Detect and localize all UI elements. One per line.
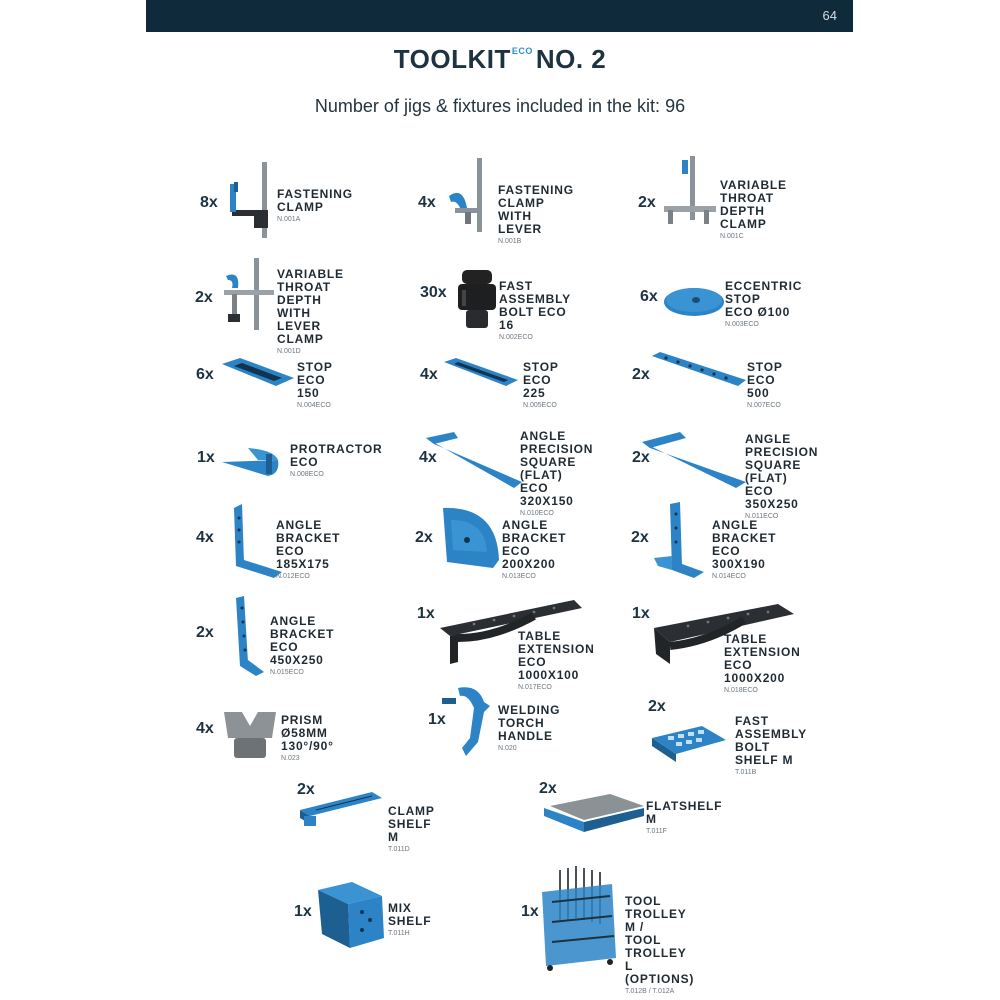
item-name-line: CLAMP xyxy=(277,332,324,346)
variable-clamp-icon xyxy=(660,154,720,234)
torch-handle-icon xyxy=(438,682,498,762)
item-name-line: 500 xyxy=(747,386,770,400)
bolt-icon xyxy=(452,266,502,336)
item-name-line: ANGLE BRACKET xyxy=(276,518,341,545)
protractor-icon xyxy=(218,440,288,480)
item-name-line: FAST ASSEMBLY xyxy=(735,714,807,741)
item-code: N.015ECO xyxy=(270,669,304,676)
item-name xyxy=(277,188,353,224)
item-name xyxy=(499,280,571,342)
item-code: N.001D xyxy=(277,348,301,355)
item-name-line: VARIABLE xyxy=(277,267,344,281)
item-name-line: 225 xyxy=(523,386,546,400)
angle-square-icon xyxy=(424,430,524,490)
eccentric-stop-icon xyxy=(662,282,726,322)
item-name-line: HANDLE xyxy=(498,729,553,743)
item-name-line: VARIABLE xyxy=(720,178,787,192)
item-name-line: PROTRACTOR xyxy=(290,442,383,456)
item-name xyxy=(725,280,802,329)
item-name-line: ECO 450X250 xyxy=(270,640,324,667)
item-name-line: 130°/90° xyxy=(281,739,334,753)
title-superscript: ECO xyxy=(511,46,533,56)
item-name xyxy=(276,519,340,581)
page-number: 64 xyxy=(822,8,837,23)
item-name-line: ECCENTRIC STOP xyxy=(725,279,803,306)
item-name-line: ECO 1000X200 xyxy=(724,658,786,685)
item-code: N.001B xyxy=(498,238,522,245)
item-name-line: ANGLE BRACKET xyxy=(270,614,335,641)
item-code: N.011ECO xyxy=(745,513,779,520)
page-title xyxy=(0,44,1000,75)
item-code: N.010ECO xyxy=(520,510,554,517)
item-quantity: 1x xyxy=(632,605,650,622)
kit-count-subtitle: Number of jigs & fixtures included in the kit: 96 xyxy=(314,96,686,116)
item-name-line: PRISM Ø58MM xyxy=(281,713,328,740)
item-name-line: WITH LEVER xyxy=(498,209,543,236)
item-name-line: ECO 350X250 xyxy=(745,484,799,511)
item-quantity: 2x xyxy=(632,449,650,466)
item-name xyxy=(502,519,566,581)
item-name xyxy=(518,630,595,692)
item-name xyxy=(388,902,431,938)
item-name-line: SQUARE (FLAT) xyxy=(745,458,802,485)
item-name-line: THROAT DEPTH xyxy=(277,280,331,307)
item-quantity: 2x xyxy=(196,624,214,641)
angle-square-large-icon xyxy=(640,430,750,490)
item-quantity: 2x xyxy=(631,529,649,546)
item-quantity: 4x xyxy=(196,720,214,737)
item-name-line: TOOL TROLLEY M / xyxy=(625,894,687,934)
item-name-line: CLAMP xyxy=(498,196,545,210)
item-name xyxy=(745,433,818,521)
lever-clamp-icon xyxy=(443,156,503,236)
item-code: N.013ECO xyxy=(502,573,536,580)
item-name-line: ECO 300X190 xyxy=(712,544,766,571)
item-quantity: 1x xyxy=(197,449,215,466)
item-name-line: ANGLE PRECISION xyxy=(745,432,819,459)
item-name xyxy=(270,615,334,677)
item-name-line: ANGLE BRACKET xyxy=(502,518,567,545)
item-quantity: 1x xyxy=(428,711,446,728)
item-name xyxy=(297,361,332,410)
item-name xyxy=(498,184,574,246)
stop-150-icon xyxy=(218,352,298,392)
item-quantity: 4x xyxy=(196,529,214,546)
item-name-line: STOP ECO xyxy=(747,360,783,387)
item-quantity: 2x xyxy=(632,366,650,383)
item-name xyxy=(720,179,787,241)
item-name-line: TABLE EXTENSION xyxy=(518,629,595,656)
item-name-line: BOLT ECO 16 xyxy=(499,305,567,332)
item-name-line: WITH LEVER xyxy=(277,306,322,333)
item-quantity: 1x xyxy=(417,605,435,622)
item-name-line: 150 xyxy=(297,386,320,400)
title-main: TOOLKIT xyxy=(393,44,511,74)
item-name-line: FLATSHELF M xyxy=(646,799,723,826)
item-name-line: ANGLE PRECISION xyxy=(520,429,594,456)
tool-trolley-icon xyxy=(532,862,622,972)
item-name-line: ECO 1000X100 xyxy=(518,655,580,682)
item-name-line: BOLT SHELF M xyxy=(735,740,794,767)
item-code: N.004ECO xyxy=(297,402,331,409)
item-code: T.012B / T.012A xyxy=(625,988,675,995)
item-name xyxy=(735,715,807,777)
item-name-line: ECO xyxy=(290,455,319,469)
item-name-line: FASTENING xyxy=(498,183,574,197)
item-name-line: STOP ECO xyxy=(297,360,333,387)
item-name-line: (OPTIONS) xyxy=(625,972,695,986)
flat-shelf-icon xyxy=(540,786,650,836)
item-name-line: DEPTH CLAMP xyxy=(720,204,767,231)
item-name-line: STOP ECO xyxy=(523,360,559,387)
item-code: N.017ECO xyxy=(518,684,552,691)
item-name-line: SQUARE (FLAT) xyxy=(520,455,577,482)
item-quantity: 2x xyxy=(297,781,315,798)
item-quantity: 4x xyxy=(420,366,438,383)
item-quantity: 1x xyxy=(294,903,312,920)
angle-bracket-round-icon xyxy=(437,500,507,580)
item-name xyxy=(290,443,382,479)
item-name-line: CLAMP SHELF M xyxy=(388,804,435,844)
bolt-shelf-icon xyxy=(648,712,728,762)
item-name xyxy=(747,361,782,410)
stop-225-icon xyxy=(440,352,520,392)
item-name xyxy=(724,633,801,695)
prism-icon xyxy=(220,704,280,764)
item-name xyxy=(712,519,776,581)
item-name-line: FASTENING xyxy=(277,187,353,201)
item-quantity: 8x xyxy=(200,194,218,211)
item-name xyxy=(277,268,344,356)
item-name-line: TABLE EXTENSION xyxy=(724,632,801,659)
item-quantity: 2x xyxy=(648,698,666,715)
item-name-line: ANGLE BRACKET xyxy=(712,518,777,545)
item-name xyxy=(388,805,434,854)
item-quantity: 6x xyxy=(196,366,214,383)
item-code: N.005ECO xyxy=(523,402,557,409)
item-name xyxy=(625,895,694,996)
clamp-shelf-icon xyxy=(296,786,386,836)
mix-shelf-icon xyxy=(312,876,392,956)
item-quantity: 2x xyxy=(195,289,213,306)
item-quantity: 4x xyxy=(419,449,437,466)
item-code: N.001C xyxy=(720,233,744,240)
item-name-line: TOOL TROLLEY L xyxy=(625,933,687,973)
item-name-line: ECO Ø100 xyxy=(725,305,791,319)
item-code: N.014ECO xyxy=(712,573,746,580)
item-quantity: 1x xyxy=(521,903,539,920)
item-name xyxy=(523,361,558,410)
item-code: T.011H xyxy=(388,930,410,937)
item-name xyxy=(281,714,334,763)
item-quantity: 6x xyxy=(640,288,658,305)
item-code: N.003ECO xyxy=(725,321,759,328)
angle-bracket-tall-icon xyxy=(648,500,708,580)
item-quantity: 2x xyxy=(415,529,433,546)
item-code: N.001A xyxy=(277,216,301,223)
item-name-line: CLAMP xyxy=(277,200,324,214)
item-code: T.011B xyxy=(735,769,757,776)
item-quantity: 30x xyxy=(420,284,447,301)
item-name xyxy=(646,800,722,836)
item-code: N.008ECO xyxy=(290,471,324,478)
title-suffix: NO. 2 xyxy=(535,44,607,74)
item-name-line: WELDING TORCH xyxy=(498,703,561,730)
stop-500-icon xyxy=(648,350,748,390)
item-name-line: ECO 200X200 xyxy=(502,544,556,571)
variable-lever-clamp-icon xyxy=(218,256,278,336)
item-code: N.002ECO xyxy=(499,334,533,341)
item-name-line: MIX SHELF xyxy=(388,901,432,928)
item-name xyxy=(498,704,560,753)
item-name xyxy=(520,430,593,518)
item-code: N.023 xyxy=(281,755,300,762)
item-quantity: 4x xyxy=(418,194,436,211)
item-quantity: 2x xyxy=(638,194,656,211)
header-bar xyxy=(146,0,853,32)
item-quantity: 2x xyxy=(539,780,557,797)
item-code: N.007ECO xyxy=(747,402,781,409)
item-name-line: FAST ASSEMBLY xyxy=(499,279,571,306)
item-name-line: ECO 320X150 xyxy=(520,481,574,508)
item-code: T.011D xyxy=(388,846,410,853)
item-code: N.020 xyxy=(498,745,517,752)
item-name-line: ECO 185X175 xyxy=(276,544,330,571)
item-name-line: THROAT xyxy=(720,191,774,205)
item-code: N.018ECO xyxy=(724,687,758,694)
item-code: T.011F xyxy=(646,828,667,835)
item-code: N.012ECO xyxy=(276,573,310,580)
